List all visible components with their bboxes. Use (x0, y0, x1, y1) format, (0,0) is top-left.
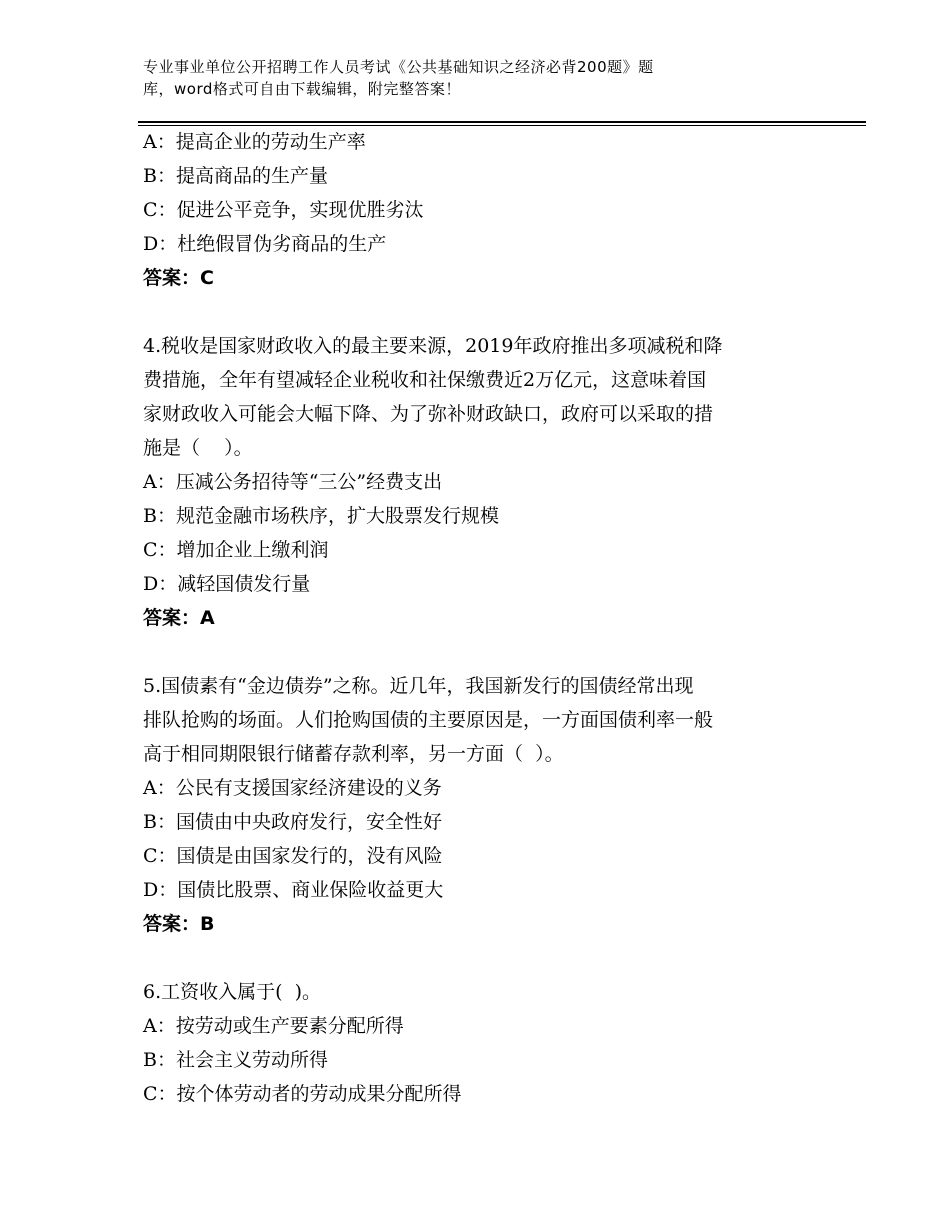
question-5-answer: 答案：B (143, 913, 215, 935)
header-title-line-2: 库，word格式可自由下载编辑，附完整答案！ (143, 80, 461, 98)
spacer (143, 295, 823, 329)
question-6-option-b: B：社会主义劳动所得 (143, 1049, 328, 1071)
question-3-answer: 答案：C (143, 267, 214, 289)
question-5-option-b: B：国债由中央政府发行，安全性好 (143, 811, 442, 833)
spacer (143, 635, 823, 669)
question-4-option-c: C：增加企业上缴利润 (143, 539, 329, 561)
header-divider-thick (138, 121, 866, 123)
question-5-stem-line-2: 排队抢购的场面。人们抢购国债的主要原因是，一方面国债利率一般 (143, 709, 714, 731)
question-3-option-d: D：杜绝假冒伪劣商品的生产 (143, 233, 387, 255)
question-5-stem-line-3: 高于相同期限银行储蓄存款利率，另一方面（ ）。 (143, 743, 564, 765)
question-6 (143, 975, 823, 1111)
question-4 (143, 329, 823, 635)
question-5-option-c: C：国债是由国家发行的，没有风险 (143, 845, 443, 867)
question-4-option-b: B：规范金融市场秩序，扩大股票发行规模 (143, 505, 499, 527)
question-6-stem-line-1: 6.工资收入属于( )。 (143, 981, 322, 1003)
question-3-option-a: A：提高企业的劳动生产率 (143, 131, 366, 153)
question-4-stem-line-4: 施是（ ）。 (143, 437, 253, 459)
question-4-stem-line-3: 家财政收入可能会大幅下降、为了弥补财政缺口，政府可以采取的措 (143, 403, 714, 425)
question-3 (143, 125, 823, 295)
question-5-option-d: D：国债比股票、商业保险收益更大 (143, 879, 444, 901)
header-title-line-1: 专业事业单位公开招聘工作人员考试《公共基础知识之经济必背200题》题 (143, 58, 654, 76)
question-3-option-c: C：促进公平竞争，实现优胜劣汰 (143, 199, 424, 221)
question-4-option-a: A：压减公务招待等“三公”经费支出 (143, 471, 443, 493)
question-5 (143, 669, 823, 941)
document-header (143, 56, 823, 100)
question-list (143, 125, 823, 1111)
question-4-stem-line-2: 费措施，全年有望减轻企业税收和社保缴费近2万亿元，这意味着国 (143, 369, 707, 391)
question-4-stem-line-1: 4.税收是国家财政收入的最主要来源，2019年政府推出多项减税和降 (143, 335, 723, 357)
question-3-option-b: B：提高商品的生产量 (143, 165, 328, 187)
question-6-option-a: A：按劳动或生产要素分配所得 (143, 1015, 404, 1037)
question-6-option-c: C：按个体劳动者的劳动成果分配所得 (143, 1083, 462, 1105)
spacer (143, 941, 823, 975)
question-5-stem-line-1: 5.国债素有“金边债券”之称。近几年，我国新发行的国债经常出现 (143, 675, 694, 697)
question-4-answer: 答案：A (143, 607, 215, 629)
question-5-option-a: A：公民有支援国家经济建设的义务 (143, 777, 442, 799)
question-4-option-d: D：减轻国债发行量 (143, 573, 311, 595)
